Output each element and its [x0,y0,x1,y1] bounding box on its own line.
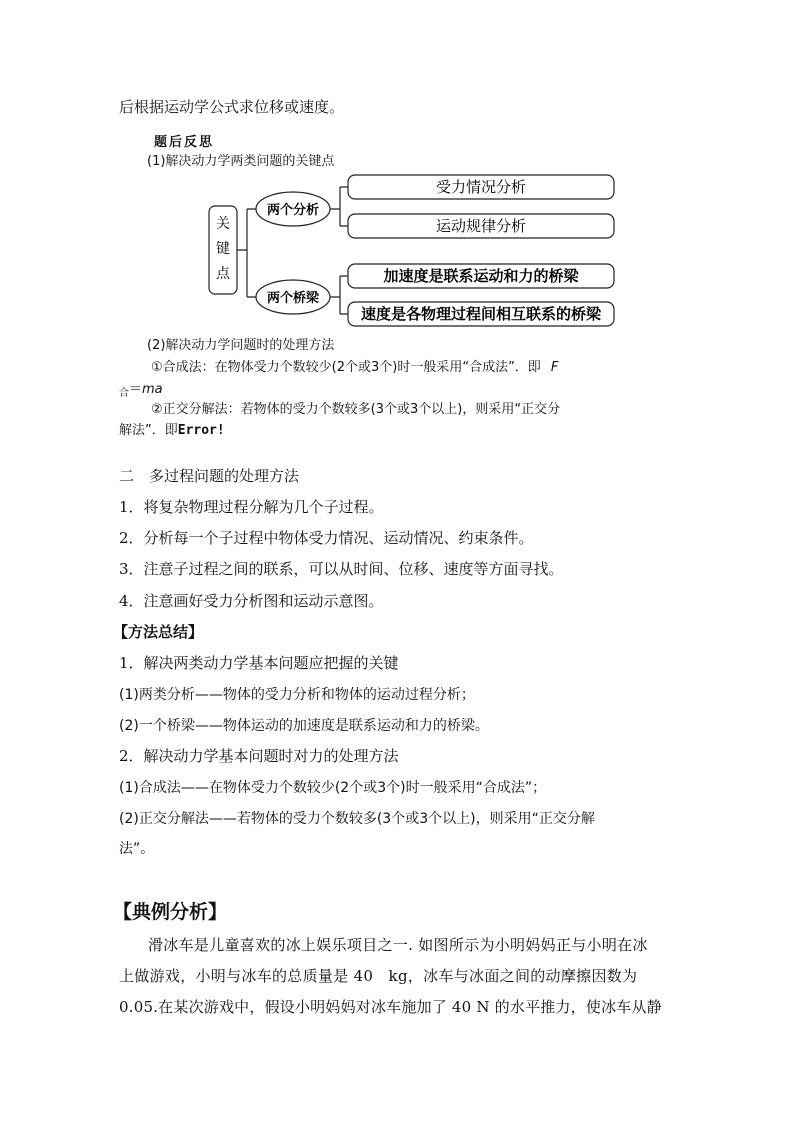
root-char-2: 键 [216,241,230,257]
leaf-a2-label: 运动规律分析 [435,217,527,235]
summary-heading-2: 2．解决动力学基本问题时对力的处理方法 [119,747,399,765]
section-2-item-3: 3．注意子过程之间的联系，可以从时间、位移、速度等方面寻找。 [119,560,564,578]
example-line-3: 0.05.在某次游戏中，假设小明妈妈对冰车施加了 40 N 的水平推力，使冰车从静 [119,998,662,1016]
branch-b-label: 两个桥梁 [266,291,320,306]
summary-point-2: (2)一个桥梁——物体运动的加速度是联系运动和力的桥梁。 [119,718,489,734]
summary-point-3: (1)合成法——在物体受力个数较少(2个或3个)时一般采用“合成法”； [119,780,547,796]
section-2-title: 二 多过程问题的处理方法 [119,467,300,485]
continuation-text: 后根据运动学公式求位移或速度。 [119,98,345,116]
root-char-1: 关 [216,216,230,232]
summary-point-1: (1)两类分析——物体的受力分析和物体的运动过程分析； [119,687,475,703]
key-points-diagram [200,168,620,330]
leaf-a1-label: 受力情况分析 [435,178,527,196]
branch-a-label: 两个分析 [266,203,320,218]
method-2-line-2: 解法”．即Error! [119,423,225,438]
summary-title: 【方法总结】 [113,623,204,641]
summary-point-4-line-2: 法”。 [119,841,155,857]
section-2-item-2: 2．分析每一个子过程中物体受力情况、运动情况、约束条件。 [119,529,534,547]
method-2-line-1: ②正交分解法：若物体的受力个数较多(3个或3个以上)，则采用“正交分 [151,402,561,417]
summary-heading-1: 1．解决两类动力学基本问题应把握的关键 [119,654,399,672]
reflection-heading: 题后反思 [154,135,215,150]
method-1-line-1: ①合成法：在物体受力个数较少(2个或3个)时一般采用“合成法”．即 F [151,360,559,375]
example-line-1: 滑冰车是儿童喜欢的冰上娱乐项目之一. 如图所示为小明妈妈正与小明在冰 [148,936,648,954]
method-1-line-2: $_合$＝ma [119,382,163,399]
branch-b-connector [330,276,348,314]
leaf-b1-label: 加速度是联系运动和力的桥梁 [383,267,579,285]
reflection-item-2: (2)解决动力学问题时的处理方法 [147,338,335,353]
leaf-b2-label: 速度是各物理过程间相互联系的桥梁 [360,305,602,323]
root-connector [237,209,256,297]
root-char-3: 点 [216,266,230,282]
reflection-item-1: (1)解决动力学两类问题的关键点 [147,154,335,169]
section-2-item-4: 4．注意画好受力分析图和运动示意图。 [119,592,384,610]
branch-a-connector [330,187,348,226]
example-title: 【典例分析】 [113,901,228,923]
example-line-2: 上做游戏，小明与冰车的总质量是 40 kg，冰车与冰面之间的动摩擦因数为 [119,967,638,985]
summary-point-4-line-1: (2)正交分解法——若物体的受力个数较多(3个或3个以上)，则采用“正交分解 [119,811,595,827]
section-2-item-1: 1．将复杂物理过程分解为几个子过程。 [119,498,384,516]
